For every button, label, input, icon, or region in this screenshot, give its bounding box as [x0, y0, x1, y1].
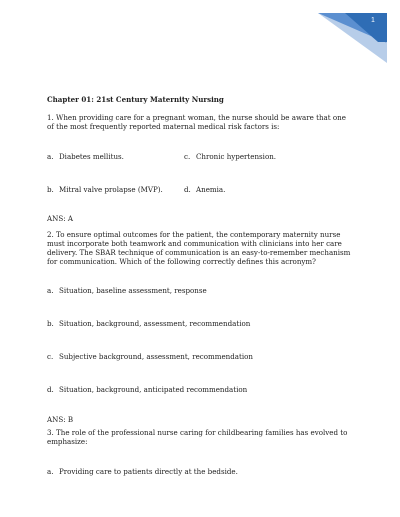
option-letter: a.	[47, 286, 54, 295]
question-1-text: 1. When providing care for a pregnant woman, the nurse should be aware that one of the most frequently reported maternal medical risk factors is:	[47, 113, 346, 131]
option-letter: a.	[47, 152, 54, 161]
option-text: Providing care to patients directly at the bedside.	[59, 467, 238, 476]
corner-decoration	[0, 0, 400, 70]
option-text: Situation, background, assessment, recommendation	[59, 319, 251, 328]
question-1-option-d[interactable]	[184, 185, 344, 194]
question-1-option-c[interactable]	[184, 152, 344, 161]
question-2-option-d[interactable]	[47, 385, 353, 394]
option-text: Subjective background, assessment, recommendation	[59, 352, 253, 361]
question-2-option-b[interactable]	[47, 319, 353, 328]
question-1-option-b[interactable]	[47, 185, 184, 194]
question-2-option-c[interactable]	[47, 352, 353, 361]
question-3-text: 3. The role of the professional nurse caring for childbearing families has evolved to emphasize:	[47, 428, 348, 446]
chapter-title: Chapter 01: 21st Century Maternity Nursing	[47, 95, 224, 104]
option-letter: d.	[184, 185, 191, 194]
option-letter: c.	[184, 152, 191, 161]
option-letter: c.	[47, 352, 54, 361]
question-2-text: 2. To ensure optimal outcomes for the patient, the contemporary maternity nurse must incorporate both teamwork and communication with clinicians into her care delivery. The SBAR technique of communication is an easy-to-remember mechanism for communication. Which of the following correctly defines this acronym?	[47, 230, 351, 266]
option-text: Mitral valve prolapse (MVP).	[59, 185, 163, 194]
option-text: Chronic hypertension.	[196, 152, 277, 161]
option-text: Situation, baseline assessment, response	[59, 286, 207, 295]
option-letter: b.	[47, 185, 54, 194]
option-text: Situation, background, anticipated recommendation	[59, 385, 248, 394]
question-2-answer: ANS: B	[47, 415, 74, 424]
option-text: Diabetes mellitus.	[59, 152, 124, 161]
question-2-option-a[interactable]	[47, 286, 353, 295]
document-body	[47, 95, 353, 476]
question-1-option-a[interactable]	[47, 152, 184, 161]
question-1-options-row-1	[47, 152, 353, 161]
option-letter: a.	[47, 467, 54, 476]
question-1-answer: ANS: A	[47, 214, 73, 223]
question-3-option-a[interactable]	[47, 467, 353, 476]
option-letter: d.	[47, 385, 54, 394]
page-number: 1	[371, 17, 375, 24]
option-text: Anemia.	[196, 185, 226, 194]
question-1-options-row-2	[47, 185, 353, 194]
option-letter: b.	[47, 319, 54, 328]
